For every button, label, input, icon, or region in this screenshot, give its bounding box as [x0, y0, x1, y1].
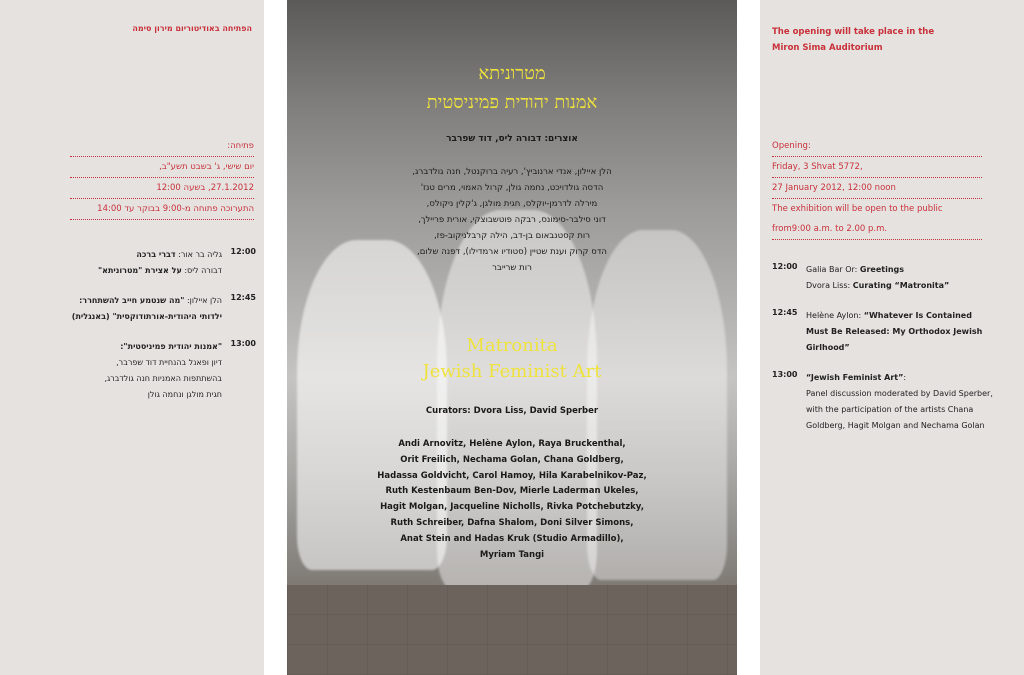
right-header [772, 24, 934, 56]
right-program-text-bold: Girlhood” [806, 343, 850, 352]
right-program-text: Dvora Liss: [806, 281, 853, 290]
left-program-item [40, 293, 256, 325]
right-program-text-bold: “Jewish Feminist Art” [806, 373, 904, 382]
left-program-time: 13:00 [230, 339, 256, 348]
artists-hebrew-line: הדס קרוק וענת שטיין (סטודיו ארמדילו), דפנה שלום, [417, 247, 607, 257]
curators-english: Curators: Dvora Liss, David Sperber [425, 406, 599, 416]
artists-english-line: Ruth Kestenbaum Ben-Dov, Mierle Laderman Ukeles, [385, 486, 639, 497]
artists-hebrew [320, 164, 704, 276]
left-program-text-bold: "מה שנטמע חייב להשתחרר: [79, 296, 185, 305]
right-program-text: : [903, 373, 907, 382]
artists-english [320, 437, 704, 563]
title-hebrew-line1: מטרוניתא [478, 63, 546, 84]
artists-hebrew-line: מירלה לדרמן-יוקלס, חגית מולגן, ג'קלין ניקולס, [426, 199, 598, 209]
artists-hebrew-line: דוני סילבר-סימונס, רבקה פוטשבוצקי, אורית פריילך, [418, 215, 606, 225]
artists-hebrew-line: רות קסטנבאום בן-דב, הילה קרבלניקוב-פז, [433, 231, 591, 241]
title-hebrew [287, 60, 737, 118]
left-opening-line1: יום שישי, ג' בשבט תשע"ב, [70, 157, 254, 178]
right-opening-line3: The exhibition will be open to the public [772, 204, 943, 214]
artists-english-line: Ruth Schreiber, Dafna Shalom, Doni Silver Simons, [390, 517, 634, 528]
left-program-text: גליה בר אור: [178, 250, 222, 259]
left-program-text: דבורה ליס: [184, 266, 222, 275]
left-program-text-bold: דברי ברכה [136, 250, 176, 259]
artists-english-line: Hagit Molgan, Jacqueline Nicholls, Rivka Potchebutzky, [380, 502, 644, 513]
right-header-line2: Miron Sima Auditorium [772, 43, 883, 53]
left-opening [70, 136, 254, 220]
left-program-text-bold: ילדותי היהודית-אורתודוקסית" (באנגלית) [71, 312, 222, 321]
left-program-item [40, 339, 256, 403]
right-program-text: Helène Aylon: [806, 311, 864, 320]
artists-english-line: Orit Freilich, Nechama Golan, Chana Goldberg, [400, 454, 624, 465]
left-opening-line2: 27.1.2012, בשעה 12:00 [70, 178, 254, 199]
right-program-text-bold: Must Be Released: My Orthodox Jewish [806, 327, 983, 336]
left-header: הפתיחה באודיטוריום מירון סימה [132, 24, 252, 33]
right-program-text: Galia Bar Or: [806, 265, 860, 274]
right-opening-line1: Friday, 3 Shvat 5772, [772, 157, 982, 178]
left-program-text: בהשתתפות האמניות חנה גולדברג, [104, 374, 222, 383]
artists-english-line: Myriam Tangi [479, 549, 545, 560]
right-header-line1: The opening will take place in the [772, 27, 935, 37]
right-opening-label: Opening: [772, 136, 982, 157]
artists-english-line: Anat Stein and Hadas Kruk (Studio Armadillo), [400, 533, 624, 544]
right-program-text: Goldberg, Hagit Molgan and Nechama Golan [806, 421, 985, 430]
right-program-time: 12:45 [772, 308, 798, 317]
left-program-time: 12:45 [230, 293, 256, 302]
artists-english-line: Andi Arnovitz, Helène Aylon, Raya Bruckenthal, [398, 439, 626, 449]
left-program [40, 247, 256, 417]
right-opening-line4: from9:00 a.m. to 2.00 p.m. [772, 219, 982, 240]
left-program-text: דיון ופאנל בהנחיית דוד שפרבר, [116, 358, 222, 367]
right-program-text-bold: Curating “Matronita” [852, 281, 950, 290]
right-program-item [772, 262, 1002, 294]
right-program-item [772, 308, 1002, 356]
floor [287, 585, 737, 675]
right-program [772, 262, 1002, 448]
curators-hebrew: אוצרים: דבורה ליס, דוד שפרבר [446, 134, 578, 144]
left-program-text-bold: "אמנות יהודית פמיניסטית": [120, 342, 222, 351]
title-english [287, 333, 737, 385]
right-program-text-bold: “Whatever Is Contained [863, 311, 972, 320]
left-opening-label: פתיחה: [70, 136, 254, 157]
left-program-time: 12:00 [230, 247, 256, 256]
title-english-line2: Jewish Feminist Art [422, 361, 602, 382]
left-program-item [40, 247, 256, 279]
left-program-text: הלן איילון: [186, 296, 222, 305]
artists-english-line: Hadassa Goldvicht, Carol Hamoy, Hila Karabelnikov-Paz, [377, 470, 647, 481]
title-english-line1: Matronita [466, 335, 558, 356]
artists-hebrew-line: הדסה גולדויכט, נחמה גולן, קרול האמוי, מרים טנז' [420, 183, 604, 193]
right-program-text: with the participation of the artists Chana [806, 405, 974, 414]
title-hebrew-line2: אמנות יהודית פמיניסטית [426, 92, 598, 113]
right-opening [772, 136, 982, 240]
left-program-text-bold: על אצירת "מטרוניתא" [97, 266, 182, 275]
right-program-time: 12:00 [772, 262, 798, 271]
right-program-text-bold: Greetings [859, 265, 905, 274]
artists-hebrew-line: הלן איילון, אנדי ארנוביץ', רעיה ברוקנטל, חנה גולדברג, [412, 167, 612, 177]
right-program-item [772, 370, 1002, 434]
left-opening-line3: התערוכה פתוחה מ-9:00 בבוקר עד 14:00 [70, 199, 254, 220]
artists-hebrew-line: רות שרייבר [492, 263, 532, 273]
right-program-text: Panel discussion moderated by David Sperber, [806, 389, 993, 398]
right-opening-line2: 27 January 2012, 12:00 noon [772, 178, 982, 199]
right-program-time: 13:00 [772, 370, 798, 379]
left-program-text: חגית מולגן ונחמה גולן [147, 390, 222, 399]
